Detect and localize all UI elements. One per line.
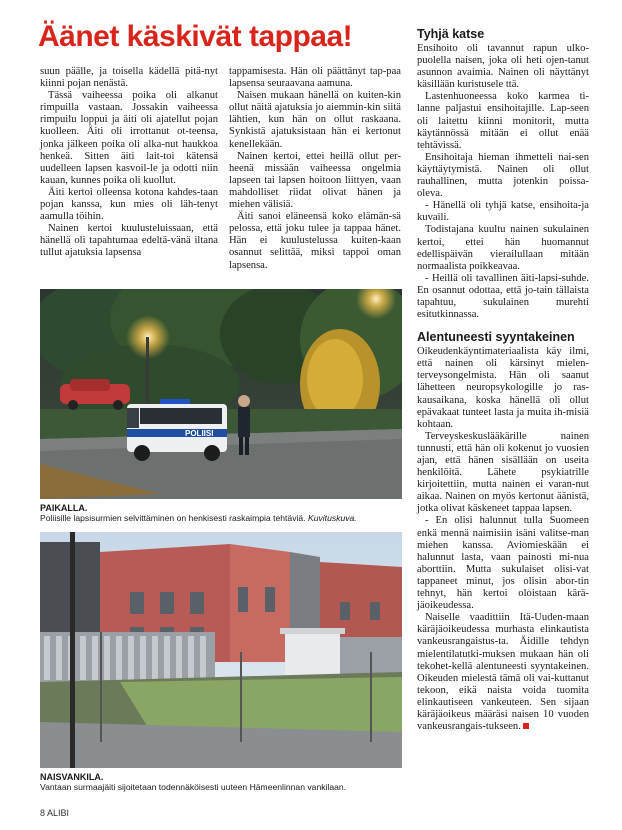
page-folio: 8 ALIBI: [40, 808, 70, 818]
van-label: POLIISI: [185, 429, 214, 438]
photo-prison: [40, 532, 402, 768]
paragraph: Terveyskeskuslääkärille nainen tunnusti, että hän oli kokenut jo vuosien ajan, että hänen sisällään on useita henkilöitä. Lähete psykiatrille kirjoitettiin, mutta nainen ei varan-nut aikaa. Nainen on myös kertonut äänistä, jotka olivat käskeneet tappaa lapsen.: [417, 430, 589, 515]
paragraph: [417, 612, 589, 733]
article-column-3: [417, 27, 589, 733]
subheading-empty-gaze: Tyhjä katse: [417, 27, 485, 41]
paragraph: Nainen kertoi kuulusteluissaan, että hänellä oli tapahtumaa edeltä-vänä iltana tullut ajatuksia lapsensa: [40, 223, 218, 259]
paragraph: Todistajana kuultu nainen sukulainen kertoi, ettei hän huomannut edellispäivän vierailullaan mitään normaalista poikkeavaa.: [417, 224, 589, 272]
paragraph: Naisen mukaan hänellä on kuiten-kin ollut näitä ajatuksia jo aiemmin-kin siitä lähtien, kun hän on ollut raskaana. Synkistä ajatuksistaan hän ei kertonut kenellekään.: [229, 90, 401, 150]
paragraph: Oikeudenkäyntimateriaalista käy ilmi, että nainen oli kärsinyt mielen-terveysongelmista. Hän oli saanut lähetteen neuropsykologille jo ras-kausaikana, koska hänellä oli ollut epävakaat tunteet lasta ja muita ih-misiä kohtaan.: [417, 346, 589, 430]
paragraph: Lastenhuoneessa koko karmea ti-lanne paljastui ensihoitajille. Lap-seen oli laitettu kiinni monitorit, mutta käytännössä mitään ei ollut enää tehtävissä.: [417, 91, 589, 151]
end-paragraph-text: Naiselle vaadittiin Itä-Uuden-maan käräjäoikeudessa murhasta elinkautista vankeusrangaistus-ta. Äidille tehdyn mielentilatutki-muksen mukaan hän oli tekohet-kellä alentuneesti syyntakeinen. Oikeuden mielestä tämä oli vai-kuttanut tekoon, eikä naista voida tuomita elinkautiseen vankeuteen. Sen sijaan käräjäoikeus määräsi naisen 10 vuoden vankeusrangais-tukseen.: [417, 612, 589, 733]
police-scene-illustration: [40, 289, 402, 499]
paragraph: - En olisi halunnut tulla Suomeen enkä mennä naimisiin isäni valitse-man miehen kanssa. Aviomieskään ei halunnut lasta, vaan painosti mi-nua aborttiin. Mutta sukulaiset olisi-vat tappaneet minut, jos olisin abor-tin tehnyt, hän kertoi oloistaan kärä-jäoikeudessa.: [417, 515, 589, 612]
end-mark-icon: [523, 723, 529, 729]
caption-prison: [40, 772, 405, 793]
article-column-1: [40, 66, 218, 260]
caption-heading: PAIKALLA.: [40, 503, 88, 513]
paragraph: suun päälle, ja toisella kädellä pitä-nyt kiinni pojan nenästä.: [40, 66, 218, 90]
article-column-2: [229, 66, 401, 272]
caption-heading: NAISVANKILA.: [40, 772, 104, 782]
caption-text: Vantaan surmaajäiti sijoitetaan todennäköisesti uuteen Hämeenlinnan vankilaan.: [40, 782, 347, 793]
paragraph: Tässä vaiheessa poika oli alkanut rimpuilla vastaan. Jossakin vaiheessa rimpuilu loppui ja äiti oli ajatellut pojan kuolleen. Äiti oli irrottanut ot-teensa, jonka jälkeen poika oli alka-nut haukkoa henkeä. Sitten äiti lait-toi kätensä uudelleen lapsen kasvoil-le ja odotti niin kauan, kunnes poika oli kuollut.: [40, 90, 218, 186]
paragraph: Äiti kertoi olleensa kotona kahdes-taan pojan kanssa, kun mies oli läh-tenyt aamulla töihin.: [40, 186, 218, 223]
paragraph: - Heillä oli tavallinen äiti-lapsi-suhde. En osannut odottaa, että jo-tain tällaista tapahtuu, sukulainen murehti esitutkinnassa.: [417, 272, 589, 321]
paragraph: - Hänellä oli tyhjä katse, ensihoita-ja kuvaili.: [417, 200, 589, 224]
paragraph: Ensihoitaja hieman ihmetteli nai-sen käyttäytymistä. Nainen oli ollut rauhallinen, mutta jotenkin poissa-oleva.: [417, 151, 589, 200]
photo-police-scene: [40, 289, 402, 499]
paragraph: Äiti sanoi eläneensä koko elämän-sä pelossa, että joku tulee ja tappaa hänet. Hän ei kuulustelussa kuiten-kaan osannut selittää, miksi tappoi oman lapsensa.: [229, 211, 401, 271]
paragraph: Nainen kertoi, ettei heillä ollut per-heenä missään vaiheessa ongelmia lapseen tai lapsen hoitoon liittyen, vaan mahdolliset riidat olivat hänen ja miehen välisiä.: [229, 150, 401, 211]
caption-text: Poliisille lapsisurmien selvittäminen on henkisesti raskaimpia tehtäviä.: [40, 513, 306, 524]
headline: Äänet käskivät tappaa!: [38, 20, 353, 53]
prison-illustration: [40, 532, 402, 768]
paragraph: tappamisesta. Hän oli päättänyt tap-paa lapsensa seuraavana aamuna.: [229, 66, 401, 90]
caption-credit: Kuvituskuva.: [307, 513, 357, 524]
subheading-diminished-responsibility: Alentuneesti syyntakeinen: [417, 330, 575, 345]
caption-police: [40, 503, 405, 524]
paragraph: Ensihoito oli tavannut rapun ulko-puolella naisen, joka oli heti ojen-tanut asunnon avaimia. Nainen oli näyttänyt käsillään kuristusele ttä.: [417, 43, 589, 91]
